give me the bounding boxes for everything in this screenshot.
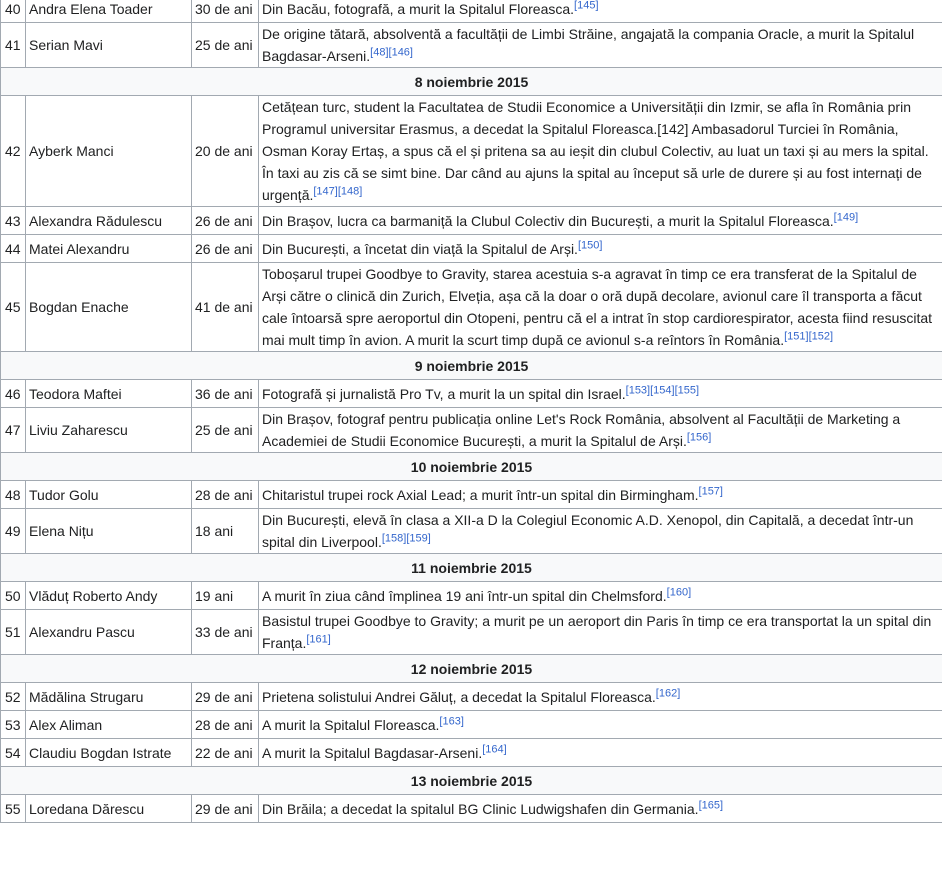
row-number: 47 [1,408,26,453]
victim-description [259,23,942,68]
victim-description [259,96,942,207]
victim-name: Ayberk Manci [26,96,192,207]
victim-name: Loredana Dărescu [26,795,192,823]
description-text: Din Brașov, fotograf pentru publicația online Let's Rock România, absolvent al Facultății de Marketing a Academiei de Studii Economice București, a murit la Spitalul de Arși. [262,411,901,449]
victim-description [259,509,942,554]
table-row [1,207,942,235]
victim-description [259,263,942,352]
date-header: 10 noiembrie 2015 [1,453,942,481]
row-number: 52 [1,683,26,711]
description-text: Fotografă și jurnalistă Pro Tv, a murit la un spital din Israel. [262,385,626,402]
table-row [1,610,942,655]
table-row [1,683,942,711]
victim-age: 41 de ani [192,263,259,352]
reference-link[interactable]: [153][154][155] [625,383,700,396]
row-number: 40 [1,0,26,23]
victim-description [259,408,942,453]
victim-age: 36 de ani [192,380,259,408]
reference-link[interactable]: [162] [655,686,681,699]
reference-link[interactable]: [160] [666,585,692,598]
date-header-row [1,352,942,380]
victims-table-body [1,0,942,823]
victim-name: Alexandru Pascu [26,610,192,655]
description-text: Toboșarul trupei Goodbye to Gravity, starea acestuia s-a agravat în timp ce era transferat de la Spitalul de Arși către o clinică din Zurich, Elveția, așa că la doar o oră după decolare, avionul care îl transporta a făcut cale întoarsă spre aeroportul din Otopeni, pentru că el a intrat în stop cardiorespirator, acesta fiind resuscitat mai mult timp în avion. A murit la scurt timp după ce avionul s-a reîntors în România. [262,266,933,348]
victim-age: 28 de ani [192,711,259,739]
victim-age: 28 de ani [192,481,259,509]
table-row [1,582,942,610]
victim-age: 29 de ani [192,795,259,823]
row-number: 46 [1,380,26,408]
victim-age: 30 de ani [192,0,259,23]
description-text: A murit la Spitalul Bagdasar-Arseni. [262,744,483,761]
victim-name: Matei Alexandru [26,235,192,263]
victim-age: 25 de ani [192,23,259,68]
reference-link[interactable]: [48][146] [370,46,413,59]
reference-link[interactable]: [163] [439,714,464,727]
victim-name: Andra Elena Toader [26,0,192,23]
table-row [1,96,942,207]
victim-name: Serian Mavi [26,23,192,68]
date-header: 11 noiembrie 2015 [1,554,942,582]
date-header: 8 noiembrie 2015 [1,68,942,96]
description-text: Cetățean turc, student la Facultatea de Studii Economice a Universității din Izmir, se afla în România prin Programul universitar Erasmus, a decedat la Spitalul Floreasca.[142] Ambasadorul Turciei în România, Osman Koray Ertaș, a spus că el și pritena sa au ieșit din clubul Colectiv, au luat un taxi și au mers la spital. În taxi au zis că se simt bine. Dar când au ajuns la spital au început să urle de durere și au fost internați de urgență. [262,99,929,203]
reference-link[interactable]: [164] [482,742,507,755]
table-row [1,263,942,352]
victim-age: 25 de ani [192,408,259,453]
date-header-row [1,68,942,96]
victim-age: 18 ani [192,509,259,554]
table-row [1,509,942,554]
victim-age: 22 de ani [192,739,259,767]
row-number: 43 [1,207,26,235]
victim-description [259,711,942,739]
victim-age: 29 de ani [192,683,259,711]
victim-name: Alex Aliman [26,711,192,739]
table-row [1,0,942,23]
row-number: 48 [1,481,26,509]
row-number: 49 [1,509,26,554]
date-header-row [1,767,942,795]
description-text: Prietena solistului Andrei Găluț, a decedat la Spitalul Floreasca. [262,688,656,705]
victim-description [259,0,942,23]
table-row [1,481,942,509]
victim-description [259,739,942,767]
reference-link[interactable]: [158][159] [381,532,431,545]
description-text: Din București, elevă în clasa a XII-a D la Colegiul Economic A.D. Xenopol, din Capitală, a decedat într-un spital din Liverpool. [262,512,914,550]
row-number: 44 [1,235,26,263]
date-header-row [1,453,942,481]
row-number: 54 [1,739,26,767]
victim-name: Bogdan Enache [26,263,192,352]
victim-description [259,795,942,823]
row-number: 51 [1,610,26,655]
row-number: 42 [1,96,26,207]
date-header: 13 noiembrie 2015 [1,767,942,795]
date-header-row [1,655,942,683]
victim-description [259,207,942,235]
victim-description [259,235,942,263]
victim-description [259,683,942,711]
victim-description [259,380,942,408]
table-row [1,380,942,408]
row-number: 41 [1,23,26,68]
victim-name: Alexandra Rădulescu [26,207,192,235]
victim-age: 19 ani [192,582,259,610]
victim-description [259,610,942,655]
table-row [1,711,942,739]
description-text: Din București, a încetat din viață la Spitalul de Arși. [262,240,578,257]
victim-description [259,481,942,509]
victim-name: Teodora Maftei [26,380,192,408]
victim-name: Mădălina Strugaru [26,683,192,711]
date-header: 9 noiembrie 2015 [1,352,942,380]
row-number: 50 [1,582,26,610]
description-text: Din Bacău, fotografă, a murit la Spitalul Floreasca. [262,0,575,17]
reference-link[interactable]: [161] [306,633,331,646]
description-text: Din Brăila; a decedat la spitalul BG Clinic Ludwigshafen din Germania. [262,800,699,817]
description-text: A murit la Spitalul Floreasca. [262,716,440,733]
victim-age: 26 de ani [192,207,259,235]
reference-link[interactable]: [156] [686,431,712,444]
date-header-row [1,554,942,582]
row-number: 53 [1,711,26,739]
description-text: Chitaristul trupei rock Axial Lead; a murit într-un spital din Birmingham. [262,486,699,503]
row-number: 55 [1,795,26,823]
victim-name: Elena Nițu [26,509,192,554]
victim-age: 33 de ani [192,610,259,655]
victim-description [259,582,942,610]
row-number: 45 [1,263,26,352]
reference-link[interactable]: [145] [574,0,599,11]
reference-link[interactable]: [149] [833,210,859,223]
victim-name: Claudiu Bogdan Istrate [26,739,192,767]
table-row [1,739,942,767]
victim-name: Tudor Golu [26,481,192,509]
table-row [1,235,942,263]
table-row [1,408,942,453]
table-row [1,795,942,823]
table-row [1,23,942,68]
description-text: Din Brașov, lucra ca barmaniță la Clubul Colectiv din București, a murit la Spitalul Floreasca. [262,212,834,229]
description-text: A murit în ziua când împlinea 19 ani într-un spital din Chelmsford. [262,587,667,604]
victim-age: 20 de ani [192,96,259,207]
reference-link[interactable]: [147][148] [313,185,363,198]
reference-link[interactable]: [151][152] [784,330,834,343]
reference-link[interactable]: [157] [698,484,723,497]
description-text: Basistul trupei Goodbye to Gravity; a murit pe un aeroport din Paris în timp ce era transportat la un spital din Franța. [262,613,932,651]
victim-name: Vlăduț Roberto Andy [26,582,192,610]
reference-link[interactable]: [165] [698,798,724,811]
description-text: De origine tătară, absolventă a facultății de Limbi Străine, angajată la compania Oracle, a murit la Spitalul Bagdasar-Arseni. [262,26,915,64]
reference-link[interactable]: [150] [577,238,603,251]
victim-name: Liviu Zaharescu [26,408,192,453]
date-header: 12 noiembrie 2015 [1,655,942,683]
victim-age: 26 de ani [192,235,259,263]
